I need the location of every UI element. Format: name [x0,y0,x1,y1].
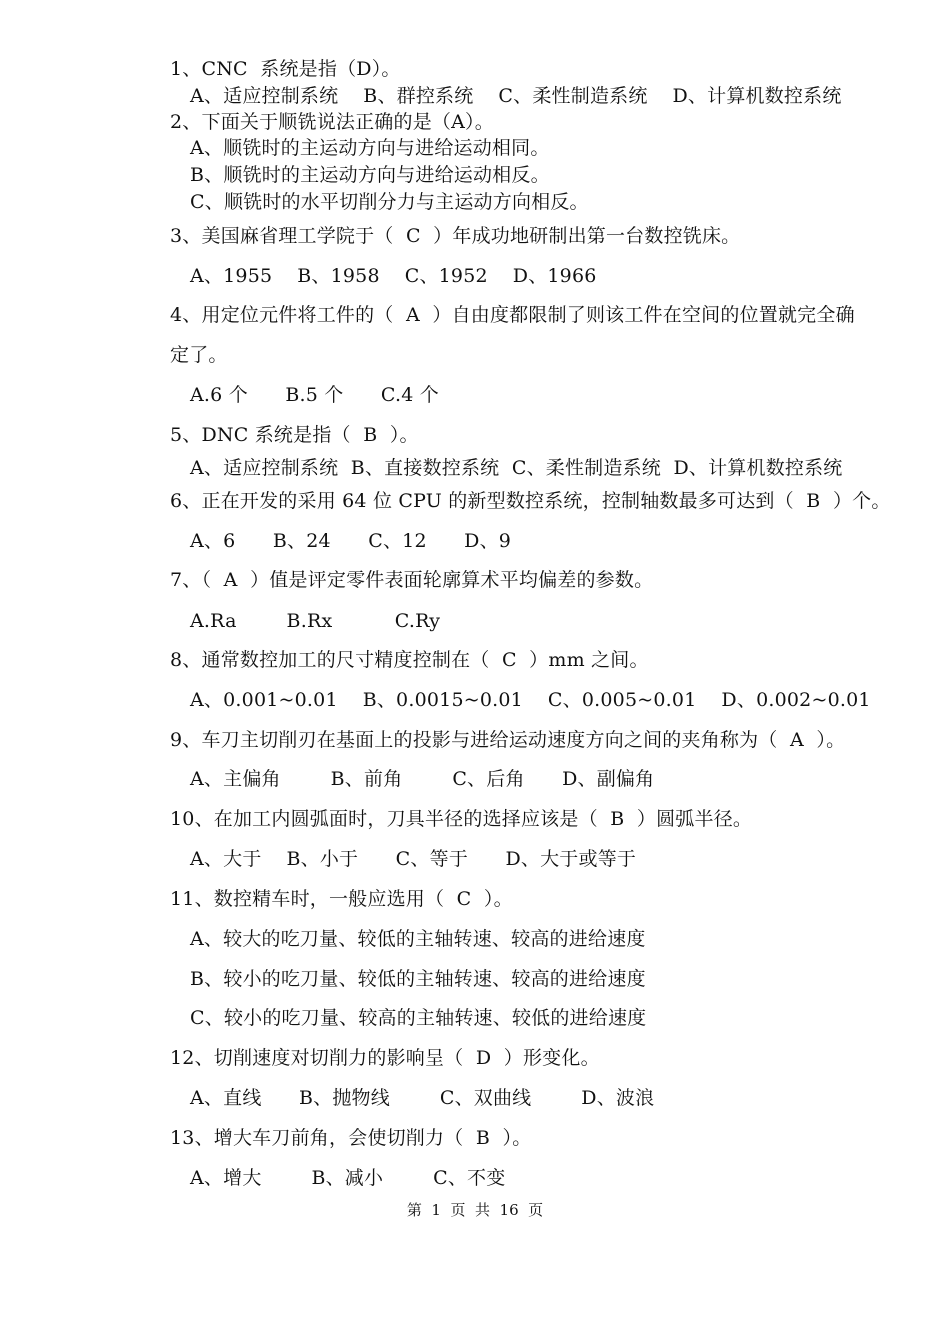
question-1-stem: 1、CNC 系统是指（D）。 [170,58,401,80]
question-2-option-c: C、顺铣时的水平切削分力与主运动方向相反。 [190,191,589,213]
question-8-stem: 8、通常数控加工的尺寸精度控制在（ C ）mm 之间。 [170,649,649,671]
question-3-options: A、1955 B、1958 C、1952 D、1966 [190,265,597,287]
question-12-stem: 12、切削速度对切削力的影响呈（ D ）形变化。 [170,1047,600,1069]
question-2-stem: 2、下面关于顺铣说法正确的是（A）。 [170,111,494,133]
question-10-options: A、大于 B、小于 C、等于 D、大于或等于 [190,848,637,870]
question-7-options: A.Ra B.Rx C.Ry [190,610,441,632]
question-7-stem: 7、（ A ）值是评定零件表面轮廓算术平均偏差的参数。 [170,569,654,591]
question-3-stem: 3、美国麻省理工学院于（ C ）年成功地研制出第一台数控铣床。 [170,225,741,247]
question-2-option-b: B、顺铣时的主运动方向与进给运动相反。 [190,164,550,186]
question-12-options: A、直线 B、抛物线 C、双曲线 D、波浪 [190,1087,655,1109]
question-4-stem-continued: 定了。 [170,344,228,366]
question-5-options: A、适应控制系统 B、直接数控系统 C、柔性制造系统 D、计算机数控系统 [190,457,843,479]
question-10-stem: 10、在加工内圆弧面时，刀具半径的选择应该是（ B ）圆弧半径。 [170,808,753,830]
question-13-stem: 13、增大车刀前角，会使切削力（ B ）。 [170,1127,532,1149]
question-11-stem: 11、数控精车时，一般应选用（ C ）。 [170,888,513,910]
question-11-option-b: B、较小的吃刀量、较低的主轴转速、较高的进给速度 [190,968,646,990]
question-11-option-c: C、较小的吃刀量、较高的主轴转速、较低的进给速度 [190,1007,647,1029]
question-11-option-a: A、较大的吃刀量、较低的主轴转速、较高的进给速度 [190,928,646,950]
question-2-option-a: A、顺铣时的主运动方向与进给运动相同。 [190,137,550,159]
question-9-stem: 9、车刀主切削刃在基面上的投影与进给运动速度方向之间的夹角称为（ A ）。 [170,729,846,751]
question-6-stem: 6、正在开发的采用 64 位 CPU 的新型数控系统，控制轴数最多可达到（ B ）个。 [170,490,891,512]
question-5-stem: 5、DNC 系统是指（ B ）。 [170,424,419,446]
page-footer: 第 1 页 共 16 页 [406,1201,544,1219]
question-8-options: A、0.001~0.01 B、0.0015~0.01 C、0.005~0.01 D、0.002~0.01 [190,689,871,711]
question-4-stem: 4、用定位元件将工件的（ A ）自由度都限制了则该工件在空间的位置就完全确 [170,304,855,326]
question-4-options: A.6 个 B.5 个 C.4 个 [190,384,439,406]
question-9-options: A、主偏角 B、前角 C、后角 D、副偏角 [190,768,655,790]
question-6-options: A、6 B、24 C、12 D、9 [190,530,512,552]
question-13-options: A、增大 B、减小 C、不变 [190,1167,506,1189]
question-1-options: A、适应控制系统 B、群控系统 C、柔性制造系统 D、计算机数控系统 [190,85,842,107]
